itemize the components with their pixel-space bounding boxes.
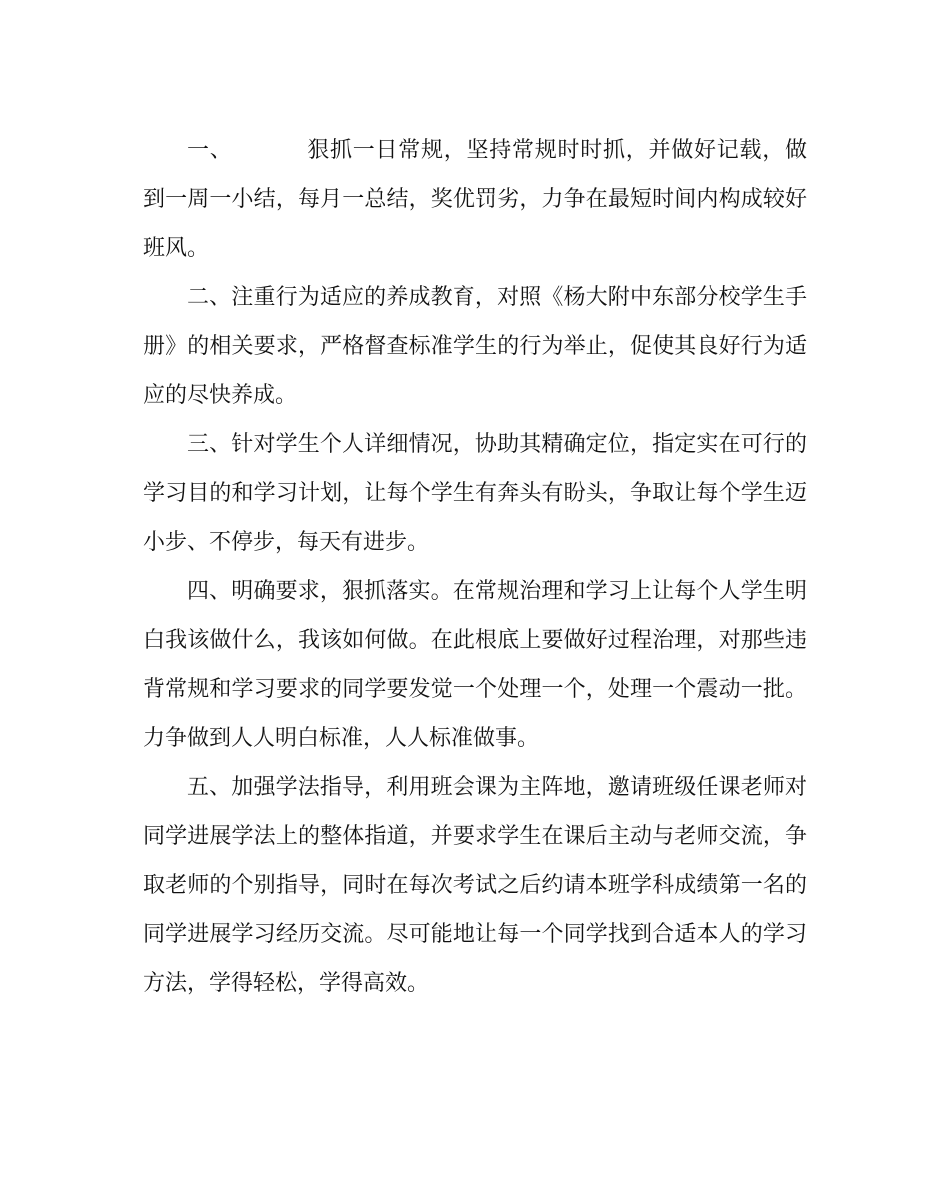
paragraph-1-text: 狠抓一日常规，坚持常规时时抓，并做好记载，做到一周一小结，每月一总结，奖优罚劣，力争在最短时间内构成较好班风。 [143, 138, 807, 261]
paragraph-5 [143, 763, 807, 1008]
paragraph-2 [143, 273, 807, 420]
paragraph-1 [143, 126, 807, 273]
paragraph-2-text: 二、注重行为适应的养成教育，对照《杨大附中东部分校学生手册》的相关要求，严格督查标准学生的行为举止，促使其良好行为适应的尽快养成。 [143, 285, 807, 408]
paragraph-3-text: 三、针对学生个人详细情况，协助其精确定位，指定实在可行的学习目的和学习计划，让每个学生有奔头有盼头，争取让每个学生迈小步、不停步，每天有进步。 [143, 432, 807, 555]
paragraph-3 [143, 420, 807, 567]
paragraph-4 [143, 567, 807, 763]
document-body [143, 126, 807, 1008]
paragraph-1-number: 一、 [187, 138, 233, 163]
paragraph-4-text: 四、明确要求，狠抓落实。在常规治理和学习上让每个人学生明白我该做什么，我该如何做。在此根底上要做好过程治理，对那些违背常规和学习要求的同学要发觉一个处理一个，处理一个震动一批。力争做到人人明白标准，人人标准做事。 [143, 579, 807, 751]
paragraph-5-text: 五、加强学法指导，利用班会课为主阵地，邀请班级任课老师对同学进展学法上的整体指道，并要求学生在课后主动与老师交流，争取老师的个别指导，同时在每次考试之后约请本班学科成绩第一名的同学进展学习经历交流。尽可能地让每一个同学找到合适本人的学习方法，学得轻松，学得高效。 [143, 775, 807, 996]
